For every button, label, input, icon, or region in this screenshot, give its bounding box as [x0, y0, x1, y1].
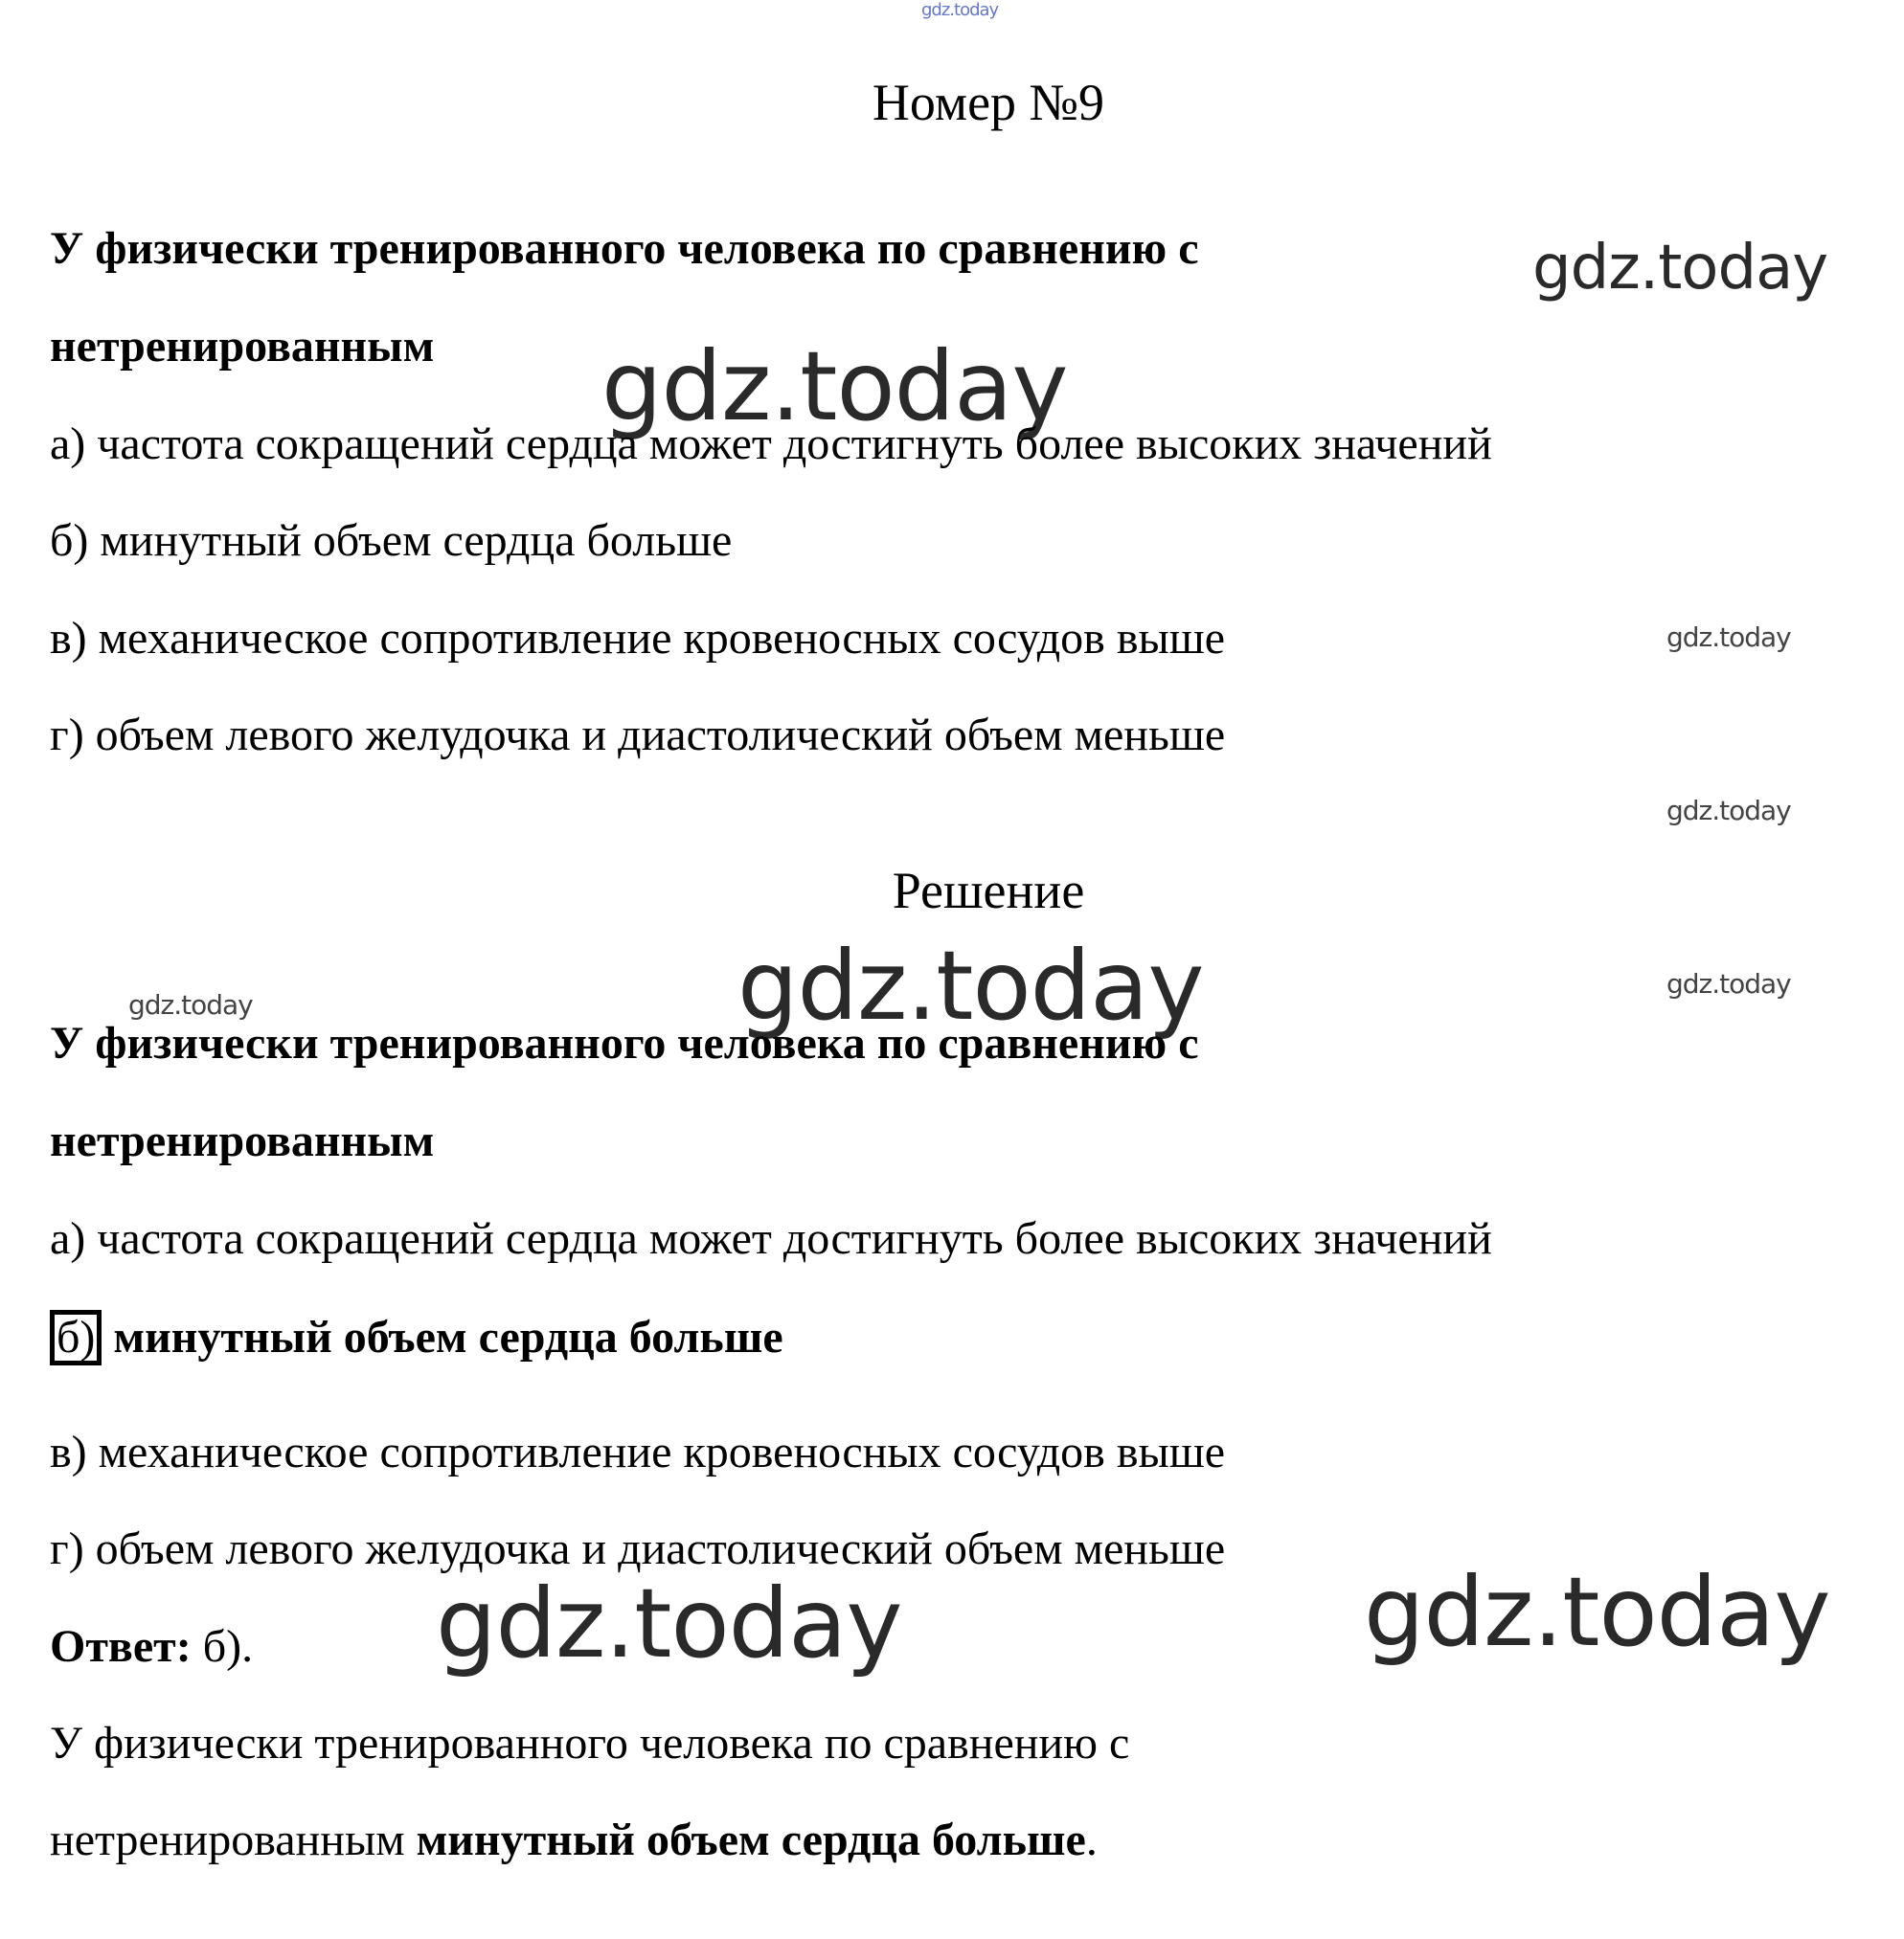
question-stem-line1: У физически тренированного человека по сравнению с [50, 223, 1199, 274]
page-title: Номер №9 [872, 74, 1105, 131]
answer-label: Ответ: [50, 1621, 192, 1672]
watermark-top: gdz.today [921, 0, 999, 20]
question-stem-line2: нетренированным [50, 321, 435, 372]
watermark-center-1: gdz.today [601, 330, 1068, 442]
solution-heading: Решение [892, 862, 1085, 919]
explanation-plain: нетренированным [50, 1815, 405, 1865]
watermark-small-1: gdz.today [1666, 621, 1791, 653]
solution-option-b-text: минутный объем сердца больше [113, 1312, 783, 1363]
watermark-center-2: gdz.today [737, 930, 1204, 1042]
selected-option-box: б) [50, 1310, 102, 1365]
solution-option-c: в) механическое сопротивление кровеносных сосудов выше [50, 1427, 1225, 1477]
question-option-b: б) минутный объем сердца больше [50, 515, 733, 566]
watermark-bottom-left: gdz.today [436, 1567, 902, 1680]
solution-option-d: г) объем левого желудочка и диастолический объем меньше [50, 1523, 1226, 1574]
watermark-right-1: gdz.today [1532, 233, 1828, 304]
solution-option-b [50, 1310, 783, 1365]
solution-stem-line2: нетренированным [50, 1116, 435, 1166]
question-option-c: в) механическое сопротивление кровеносных сосудов выше [50, 613, 1225, 664]
explanation-line1: У физически тренированного человека по сравнению с [50, 1718, 1130, 1769]
answer-line [50, 1621, 254, 1672]
explanation-end: . [1085, 1815, 1098, 1865]
question-option-d: г) объем левого желудочка и диастолический объем меньше [50, 710, 1226, 760]
watermark-small-3: gdz.today [128, 989, 253, 1021]
explanation-line2 [50, 1817, 1098, 1863]
answer-value: б). [202, 1621, 254, 1672]
solution-option-a: а) частота сокращений сердца может достигнуть более высоких значений [50, 1213, 1492, 1264]
question-option-a: а) частота сокращений сердца может достигнуть более высоких значений [50, 418, 1492, 469]
watermark-small-4: gdz.today [1666, 968, 1791, 1000]
watermark-bottom-right: gdz.today [1364, 1556, 1830, 1668]
explanation-bold: минутный объем сердца больше [416, 1815, 1086, 1865]
solution-stem-line1: У физически тренированного человека по сравнению с [50, 1018, 1199, 1069]
watermark-small-2: gdz.today [1666, 795, 1791, 826]
